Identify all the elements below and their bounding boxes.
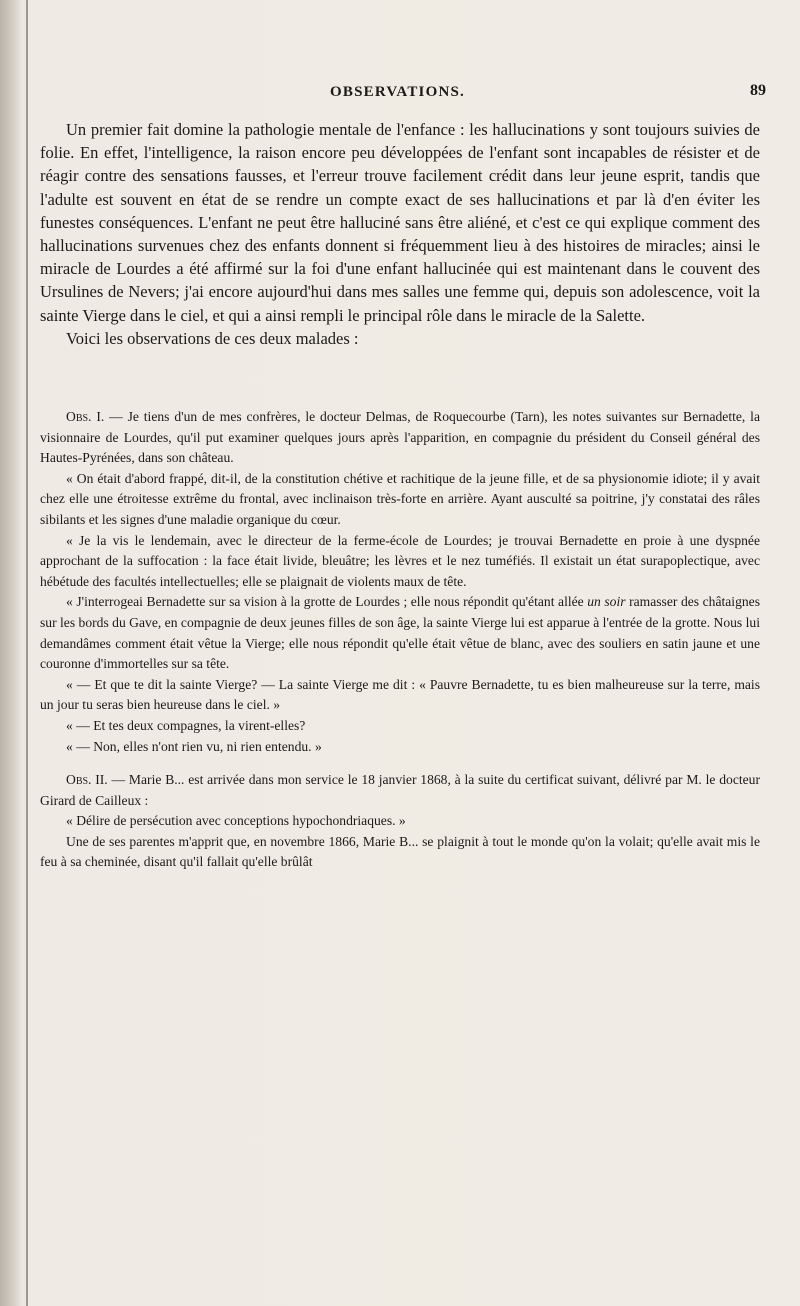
- running-title: OBSERVATIONS.: [330, 84, 465, 100]
- binding-edge: [26, 0, 28, 1306]
- section-gap: [40, 757, 760, 770]
- observation-1-quote-1: « On était d'abord frappé, dit-il, de la constitution chétive et rachitique de la jeune fille, et de sa physionomie idiote; il y avait chez elle une étroitesse extrême du frontal, avec inclinaison très-forte en arrière. Ayant ausculté sa poitrine, j'y constatai des râles sibilants et les signes d'une maladie organique du cœur.: [40, 470, 760, 527]
- page-number: 89: [750, 82, 766, 99]
- main-text: [40, 118, 760, 350]
- paragraph-1: Un premier fait domine la pathologie mentale de l'enfance : les hallucinations y sont toujours suivies de folie. En effet, l'intelligence, la raison encore peu développées de l'enfant sont incapables de résister et de réagir contre des sensations fausses, et l'erreur trouve facilement crédit dans leur jeune esprit, tandis que l'adulte est souvent en état de se rendre un compte exact de ses hallucinations et par là d'en éviter les funestes conséquences. L'enfant ne peut être halluciné sans être aliéné, et c'est ce qui explique comment des hallucinations survenues chez des enfants donnent si fréquemment lieu à des histoires de miracles; ainsi le miracle de Lourdes a été affirmé sur la foi d'une enfant hallucinée qui est maintenant dans le couvent des Ursulines de Nevers; j'ai encore aujourd'hui dans mes salles une femme qui, depuis son adolescence, voit la sainte Vierge dans le ciel, et qui a ainsi rempli le principal rôle dans le miracle de la Salette.: [40, 120, 760, 325]
- observation-1-quote-3: [40, 592, 760, 674]
- observation-2-certificate: « Délire de persécution avec conceptions hypochondriaques. »: [66, 813, 406, 829]
- observation-1-intro-text: — Je tiens d'un de mes confrères, le docteur Delmas, de Roquecourbe (Tarn), les notes suivantes sur Bernadette, la visionnaire de Lourdes, qu'il put examiner quelques jours après l'apparition, en compagnie du président du Conseil général des Hautes-Pyrénées, dans son château.: [40, 409, 760, 466]
- observation-2-label: Obs. II.: [66, 772, 108, 788]
- observation-2-intro-text: — Marie B... est arrivée dans mon service le 18 janvier 1868, à la suite du certificat suivant, délivré par M. le docteur Girard de Cailleux :: [40, 772, 760, 808]
- observation-1-quote-4: « — Et que te dit la sainte Vierge? — La sainte Vierge me dit : « Pauvre Bernadette, tu es bien malheureuse sur la terre, mais un jour tu seras bien heureuse dans le ciel. »: [40, 676, 760, 713]
- quote-3-emphasis: un soir: [587, 594, 626, 610]
- page-header: [0, 76, 800, 106]
- observation-1-quote-6: « — Non, elles n'ont rien vu, ni rien entendu. »: [66, 738, 322, 754]
- quote-3-part-a: « J'interrogeai Bernadette sur sa vision à la grotte de Lourdes ; elle nous répondit qu'étant allée: [66, 594, 588, 610]
- page-gutter: [0, 0, 22, 1306]
- observation-1-quote-2: « Je la vis le lendemain, avec le directeur de la ferme-école de Lourdes; je trouvai Bernadette en proie à une dyspnée approchant de la suffocation : la face était livide, bleuâtre; les lèvres et le nez tuméfiés. Il existait un état surapoplectique, avec hébétude des facultés intellectuelles; elle se plaignait de violents maux de tête.: [40, 532, 760, 589]
- observation-1-intro: [40, 407, 760, 469]
- paragraph-2: Voici les observations de ces deux malades :: [66, 328, 359, 348]
- observation-1-quote-5: « — Et tes deux compagnes, la virent-elles?: [66, 717, 306, 733]
- observation-1-label: Obs. I.: [66, 409, 105, 424]
- observations-notes: [40, 407, 760, 873]
- observation-2-paragraph: Une de ses parentes m'apprit que, en novembre 1866, Marie B... se plaignit à tout le monde qu'on la volait; qu'elle avait mis le feu à sa cheminée, disant qu'il fallait qu'elle brûlât: [40, 833, 760, 870]
- quote-3-part-b: ramasser des châtaignes sur les bords du Gave, en compagnie de deux jeunes filles de son âge, la sainte Vierge lui est apparue à l'entrée de la grotte. Nous lui demandâmes comment était vêtue la Vierge; elle nous répondit qu'elle était vêtue de blanc, avec des souliers en satin jaune et une couronne d'immortelles sur sa tête.: [40, 594, 760, 672]
- observation-2-intro: [40, 770, 760, 811]
